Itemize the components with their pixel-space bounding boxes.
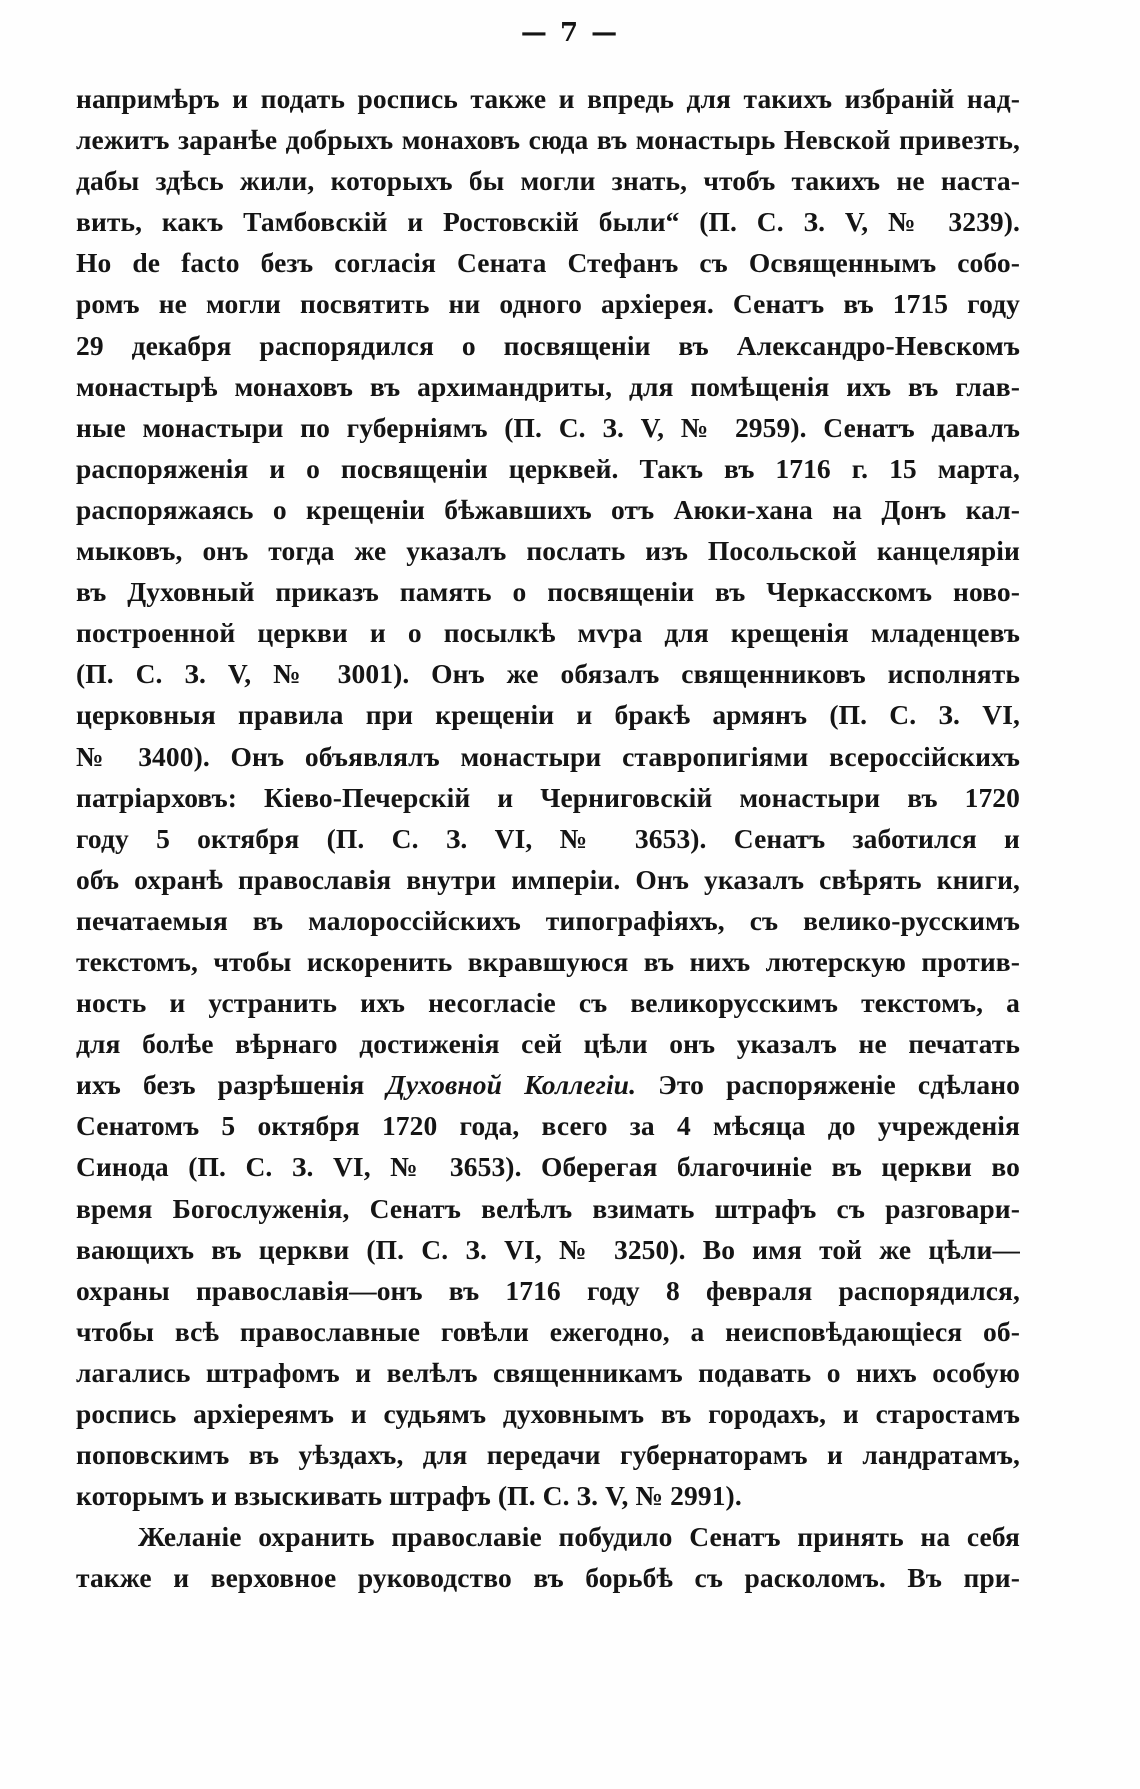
line-segment: Это распоряженіе сдѣлано <box>658 1069 1020 1101</box>
text-line: Но de facto безъ согласія Сената Стефанъ съ Освященнымъ собо- <box>76 247 1020 279</box>
text-line: монастырѣ монаховъ въ архимандриты, для помѣщенія ихъ въ глав- <box>76 370 1020 402</box>
text-line: распоряженія и о посвященіи церквей. Такъ въ 1716 г. 15 марта, <box>76 452 1020 484</box>
body-text <box>76 78 1020 1598</box>
text-line: построенной церкви и о посылкѣ мѵра для крещенія младенцевъ <box>76 617 1020 649</box>
text-line: напримѣръ и подать роспись также и впредь для такихъ избраній над- <box>76 83 1020 114</box>
text-line: ные монастыри по губерніямъ (П. С. З. V, № 2959). Сенатъ давалъ <box>76 411 1020 443</box>
text-line: роспись архіереямъ и судьямъ духовнымъ въ городахъ, и старостамъ <box>76 1398 1020 1429</box>
text-line: текстомъ, чтобы искоренить вкравшуюся въ нихъ лютерскую против- <box>76 945 1020 977</box>
text-line: дабы здѣсь жили, которыхъ бы могли знать, чтобъ такихъ не наста- <box>76 165 1020 197</box>
text-line: (П. С. З. V, № 3001). Онъ же обязалъ священниковъ исполнять <box>76 658 1020 690</box>
text-line: время Богослуженія, Сенатъ велѣлъ взимать штрафъ съ разговари- <box>76 1192 1020 1224</box>
text-line: распоряжаясь о крещеніи бѣжавшихъ отъ Аюки-хана на Донъ кал- <box>76 493 1020 525</box>
text-line: патріарховъ: Кіево-Печерскій и Черниговскій монастыри въ 1720 <box>76 781 1020 813</box>
line-segment: ихъ безъ разрѣшенія <box>76 1069 365 1101</box>
page-number: — 7 — <box>520 18 620 48</box>
text-line: для болѣе вѣрнаго достиженія сей цѣли онъ указалъ не печатать <box>76 1028 1020 1060</box>
text-line: лежитъ заранѣе добрыхъ монаховъ сюда въ монастырь Невской привезть, <box>76 124 1020 156</box>
text-line: въ Духовный приказъ память о посвященіи въ Черкасскомъ ново- <box>76 576 1020 608</box>
text-line: поповскимъ въ уѣздахъ, для передачи губернаторамъ и ландратамъ, <box>76 1439 1020 1471</box>
text-line: № 3400). Онъ объявлялъ монастыри ставропигіями всероссійскихъ <box>76 740 1020 772</box>
text-line: также и верховное руководство въ борьбѣ съ расколомъ. Въ при- <box>76 1562 1020 1594</box>
text-line-with-italic <box>76 1064 1020 1105</box>
italic-title: Духовной Коллегіи. <box>386 1069 637 1101</box>
text-line: вить, какъ Тамбовскій и Ростовскій были“ (П. С. З. V, № 3239). <box>76 206 1020 238</box>
text-line: Сенатомъ 5 октября 1720 года, всего за 4 мѣсяца до учрежденія <box>76 1110 1020 1142</box>
text-line: году 5 октября (П. С. З. VI, № 3653). Сенатъ заботился и <box>76 822 1020 854</box>
text-line: охраны православія—онъ въ 1716 году 8 февраля распорядился, <box>76 1274 1020 1306</box>
text-line: мыковъ, онъ тогда же указалъ послать изъ Посольской канцеляріи <box>76 535 1020 567</box>
text-line: ромъ не могли посвятить ни одного архіерея. Сенатъ въ 1715 году <box>76 288 1020 320</box>
text-line: церковныя правила при крещеніи и бракѣ армянъ (П. С. З. VI, <box>76 699 1020 731</box>
text-line: печатаемыя въ малороссійскихъ типографіяхъ, съ велико-русскимъ <box>76 904 1020 936</box>
text-line: ность и устранить ихъ несогласіе съ великорусскимъ текстомъ, а <box>76 987 1020 1019</box>
paragraph-end-line: которымъ и взыскивать штрафъ (П. С. З. V, № 2991). <box>76 1480 742 1512</box>
text-line: лагались штрафомъ и велѣлъ священникамъ подавать о нихъ особую <box>76 1356 1020 1388</box>
text-line: 29 декабря распорядился о посвященіи въ Александро-Невскомъ <box>76 329 1020 361</box>
paragraph-start-line: Желаніе охранить православіе побудило Сенатъ принять на себя <box>138 1521 1020 1553</box>
text-line: вающихъ въ церкви (П. С. З. VI, № 3250). Во имя той же цѣли— <box>76 1233 1020 1265</box>
text-line: чтобы всѣ православные говѣли ежегодно, а неисповѣдающіеся об- <box>76 1315 1020 1347</box>
text-line: Синода (П. С. З. VI, № 3653). Оберегая благочиніе въ церкви во <box>76 1151 1020 1183</box>
text-line: объ охранѣ православія внутри имперіи. Онъ указалъ свѣрять книги, <box>76 863 1020 895</box>
